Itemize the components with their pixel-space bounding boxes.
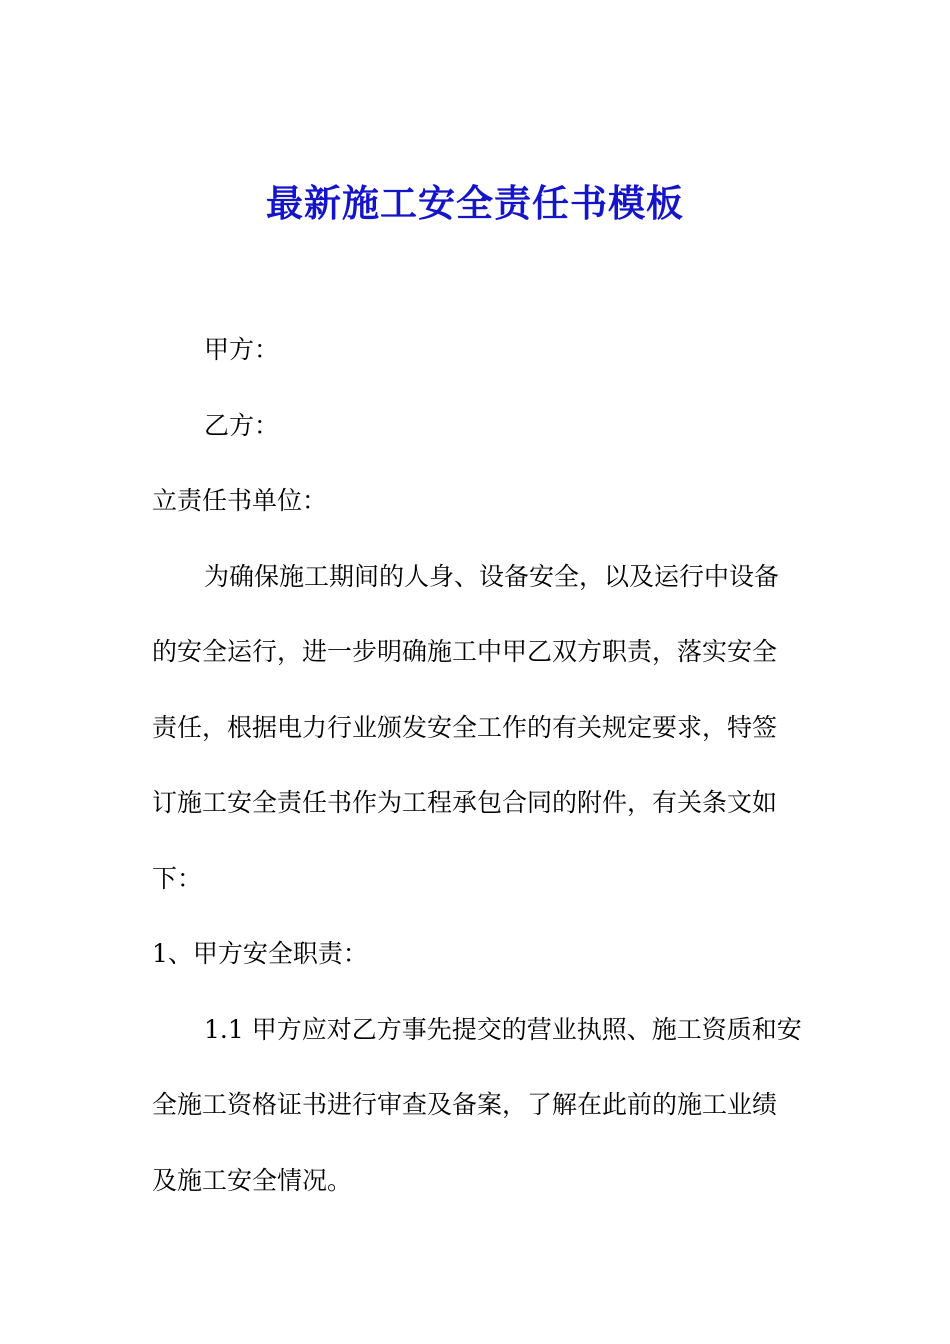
issuing-unit-label: 立责任书单位： xyxy=(152,486,328,515)
paragraph-line: 下： xyxy=(152,864,203,893)
clause-line: 全施工资格证书进行审查及备案，了解在此前的施工业绩 xyxy=(152,1090,778,1119)
paragraph-line: 为确保施工期间的人身、设备安全，以及运行中设备 xyxy=(204,562,780,591)
document-title: 最新施工安全责任书模板 xyxy=(266,181,684,225)
clause-line: 及施工安全情况。 xyxy=(152,1166,353,1195)
paragraph-line: 责任，根据电力行业颁发安全工作的有关规定要求，特签 xyxy=(152,713,778,742)
clause-line: 1.1 甲方应对乙方事先提交的营业执照、施工资质和安 xyxy=(204,1015,802,1044)
section-heading: 1、甲方安全职责： xyxy=(152,939,368,968)
paragraph-line: 的安全运行，进一步明确施工中甲乙双方职责，落实安全 xyxy=(152,637,778,666)
party-a-label: 甲方： xyxy=(204,335,280,364)
party-b-label: 乙方： xyxy=(204,411,280,440)
paragraph-line: 订施工安全责任书作为工程承包合同的附件，有关条文如 xyxy=(152,788,778,817)
